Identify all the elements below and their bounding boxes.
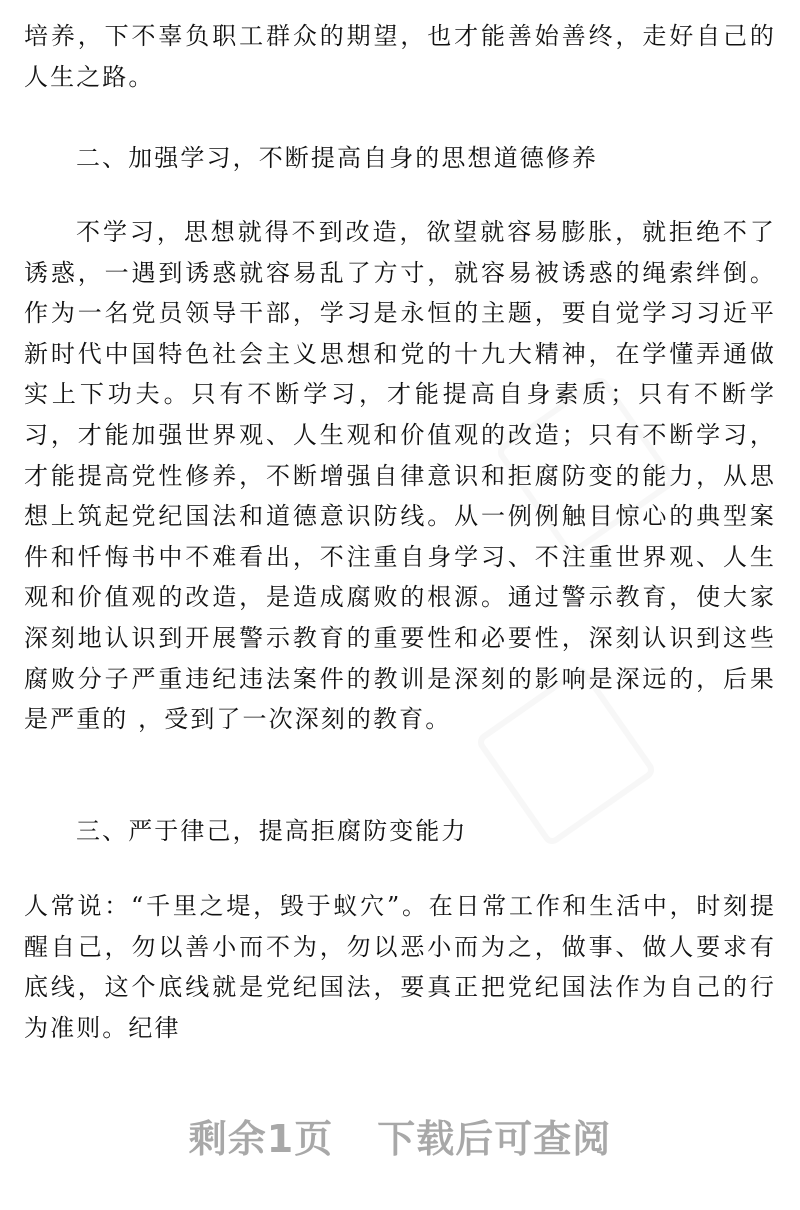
section-heading-3: 三、严于律己，提高拒腐防变能力 — [76, 817, 468, 845]
download-hint-label: 下载后可查阅 — [377, 1117, 612, 1161]
remaining-pages-label: 剩余1页 — [188, 1117, 334, 1161]
paragraph-study: 不学习，思想就得不到改造，欲望就容易膨胀，就拒绝不了诱惑，一遇到诱惑就容易乱了方寸，就容易被诱惑的绳索绊倒。作为一名党员领导干部，学习是永恒的主题，要自觉学习习近平新时代中国特色社会主义思想和党的十九大精神，在学懂弄通做实上下功夫。只有不断学习，才能提高自身素质；只有不断学习，才能加强世界观、人生观和价值观的改造；只有不断学习，才能提高党性修养，不断增强自律意识和拒腐防变的能力，从思想上筑起党纪国法和道德意识防线。从一例例触目惊心的典型案件和忏悔书中不难看出，不注重自身学习、不注重世界观、人生观和价值观的改造，是造成腐败的根源。通过警示教育，使大家深刻地认识到开展警示教育的重要性和必要性，深刻认识到这些腐败分子严重违纪违法案件的教训是深刻的影响是深远的，后果是严重的 ，受到了一次深刻的教育。 — [24, 218, 776, 734]
paragraph-top: 培养，下不辜负职工群众的期望，也才能善始善终，走好自己的人生之路。 — [24, 22, 776, 91]
download-banner[interactable] — [0, 1108, 800, 1163]
section-heading-2: 二、加强学习，不断提高自身的思想道德修养 — [76, 144, 598, 172]
paragraph-discipline: 人常说：“千里之堤，毁于蚁穴”。在日常工作和生活中，时刻提醒自己，勿以善小而不为，勿以恶小而为之，做事、做人要求有底线，这个底线就是党纪国法，要真正把党纪国法作为自己的行为准则。纪律 — [24, 892, 776, 1042]
